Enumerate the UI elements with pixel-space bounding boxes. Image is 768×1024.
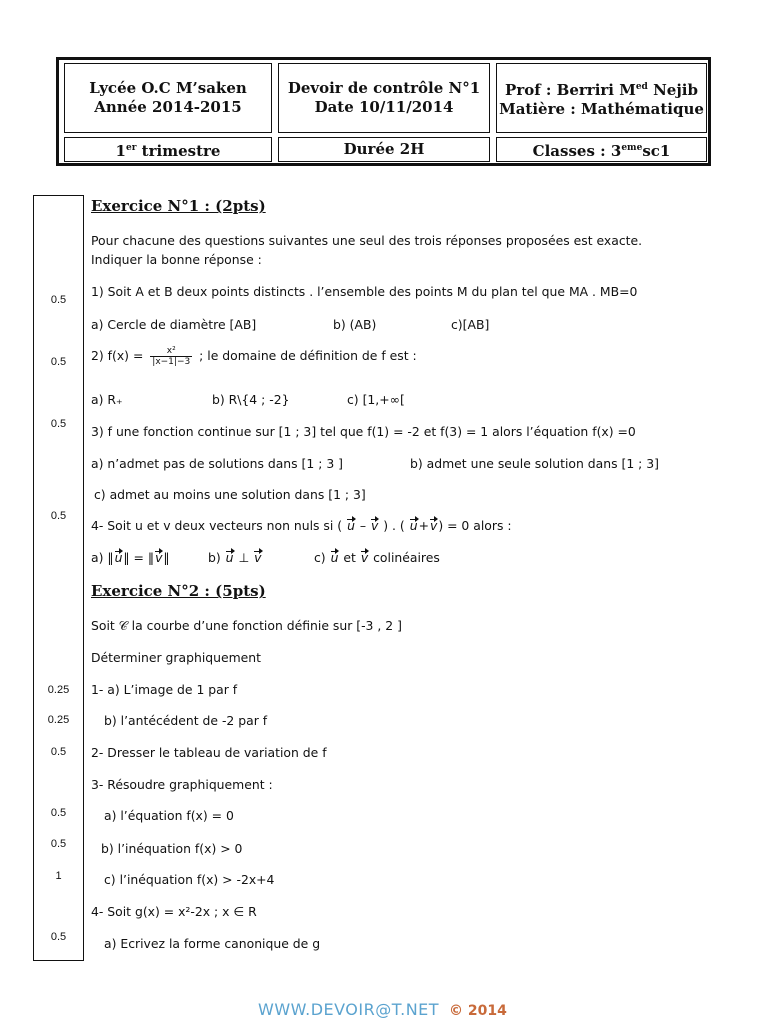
ex2-line-1: Soit 𝒞 la courbe d’une fonction définie sur [-3 , 2 ] [91,618,402,633]
school-name: Lycée O.C M’saken [89,79,247,97]
score-ex2-1a: 0.25 [47,684,70,696]
fraction: $\frac{\text{x²}}{|x-1|-3}$ [152,346,191,367]
footer-watermark [258,1000,538,1022]
ex1-question-1: 1) Soit A et B deux points distincts . l’ensemble des points M du plan tel que MA . MB=0 [91,284,638,299]
duration-label: Durée 2H [343,140,425,158]
ex1-q3-option-b: b) admet une seule solution dans [1 ; 3] [410,456,659,471]
ex1-q4-option-b: b) u ⊥ v [208,550,262,565]
term-label: 1er trimestre [115,141,221,160]
ex1-question-4: 4- Soit u et v deux vecteurs non nuls si ( u – v ) . ( u+v) = 0 alors : [91,518,512,533]
ex1-q1-option-b: b) (AB) [333,317,377,332]
score-ex2-3a: 0.5 [50,807,67,819]
ex1-question-2: 2) f(x) = $\frac{\text{x²}}{|x-1|-3}$ ; le domaine de définition de f est : [91,346,417,367]
score-ex2-3c: 1 [55,870,62,882]
score-q1: 0.5 [50,294,67,306]
ex2-line-4: b) l’antécédent de -2 par f [104,713,268,728]
score-q4: 0.5 [50,510,67,522]
score-ex2-4a: 0.5 [50,931,67,943]
exercise-2-title: Exercice N°2 : (5pts) [91,582,266,600]
exercise-1-title: Exercice N°1 : (2pts) [91,197,266,215]
score-q3: 0.5 [50,418,67,430]
exam-cell [278,63,490,133]
ex2-line-3: 1- a) L’image de 1 par f [91,682,238,697]
ex1-q1-option-c: c)[AB] [451,317,490,332]
school-year: Année 2014-2015 [94,98,242,116]
class-cell [496,137,707,162]
ex1-q2-option-b: b) R\{4 ; -2} [212,392,290,407]
exam-date: Date 10/11/2014 [314,98,454,116]
class-label: Classes : 3emesc1 [532,141,671,160]
ex1-intro-line2: Indiquer la bonne réponse : [91,252,262,267]
score-ex2-1b: 0.25 [47,714,70,726]
teacher-name: Prof : Berriri $M^{ed}$ Nejib [505,80,698,99]
ex1-q2-option-c: c) [1,+∞[ [347,392,405,407]
footer-copyright: © 2014 [449,1003,507,1019]
score-ex2-2: 0.5 [50,746,67,758]
ex2-line-7: a) l’équation f(x) = 0 [104,808,234,823]
subject: Matière : Mathématique [499,99,704,118]
ex1-intro-line1: Pour chacune des questions suivantes une seul des trois réponses proposées est exacte. [91,233,643,248]
ex1-q1-option-a: a) Cercle de diamètre [AB] [91,317,257,332]
ex1-q3-option-a: a) n’admet pas de solutions dans [1 ; 3 ] [91,456,343,471]
ex1-q3-option-c: c) admet au moins une solution dans [1 ; 3] [94,487,366,502]
ex2-line-10: 4- Soit g(x) = x²-2x ; x ∈ R [91,904,257,919]
ex1-q4-option-c: c) u et v colinéaires [314,550,440,565]
ex2-line-8: b) l’inéquation f(x) > 0 [101,841,243,856]
ex2-line-5: 2- Dresser le tableau de variation de f [91,745,327,760]
school-cell [64,63,272,133]
ex2-line-11: a) Ecrivez la forme canonique de g [104,936,321,951]
ex1-question-3: 3) f une fonction continue sur [1 ; 3] tel que f(1) = -2 et f(3) = 1 alors l’équation f(x) =0 [91,424,636,439]
ex2-line-9: c) l’inéquation f(x) > -2x+4 [104,872,275,887]
ex1-q4-option-a: a) ‖u‖ = ‖v‖ [91,550,170,565]
ex1-q2-option-a: a) R₊ [91,392,123,407]
term-cell [64,137,272,162]
footer-site: WWW.DEVOIR@T.NET [258,1000,440,1019]
teacher-cell [496,63,707,133]
score-ex2-3b: 0.5 [50,838,67,850]
exam-title: Devoir de contrôle N°1 [287,79,481,97]
duration-cell [278,137,490,162]
ex2-line-6: 3- Résoudre graphiquement : [91,777,273,792]
ex2-line-2: Déterminer graphiquement [91,650,262,665]
score-q2: 0.5 [50,356,67,368]
